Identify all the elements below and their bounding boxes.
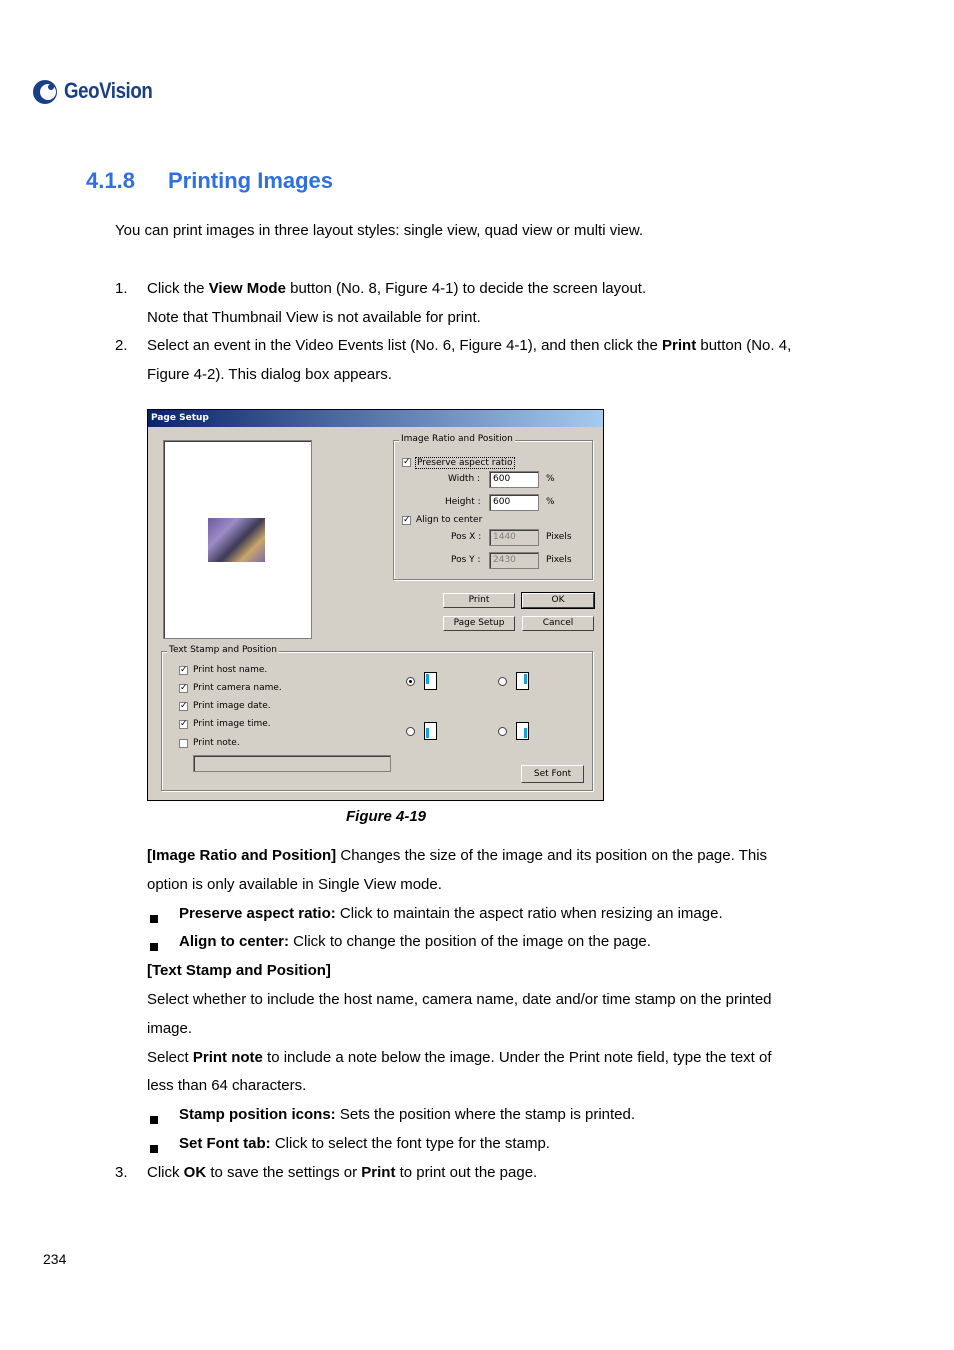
cancel-button[interactable]: Cancel: [522, 616, 594, 631]
bullet-square-icon: [150, 938, 158, 956]
image-date-checkbox[interactable]: ✓: [180, 701, 188, 711]
align-center-label: Align to center: [416, 515, 483, 525]
width-input[interactable]: 600: [489, 471, 539, 488]
preserve-aspect-checkbox[interactable]: ✓: [403, 457, 411, 467]
bullet-square-icon: [150, 1111, 158, 1129]
ok-button[interactable]: OK: [522, 593, 594, 608]
stamp-position-bottom-right-radio[interactable]: [498, 727, 507, 736]
page-setup-dialog: [147, 409, 604, 801]
dialog-title: Page Setup: [148, 410, 603, 427]
align-center-checkbox[interactable]: ✓: [403, 515, 411, 525]
image-ratio-description-line2: option is only available in Single View mode.: [147, 876, 442, 893]
stamp-position-bottom-left-radio[interactable]: [406, 727, 415, 736]
stamp-position-top-right-radio[interactable]: [498, 677, 507, 686]
stamp-bottom-right-icon[interactable]: [516, 722, 529, 740]
align-center-description: Align to center: Click to change the position of the image on the page.: [179, 933, 651, 950]
height-input[interactable]: 600: [489, 494, 539, 511]
posx-label: Pos X :: [451, 532, 482, 542]
text-stamp-description: Select whether to include the host name, camera name, date and/or time stamp on the printed: [147, 991, 772, 1008]
geovision-logo: [32, 74, 168, 108]
print-note-input[interactable]: [193, 755, 391, 772]
text-stamp-heading: [Text Stamp and Position]: [147, 962, 331, 979]
logo-mark-icon: [32, 76, 62, 106]
host-name-checkbox[interactable]: ✓: [180, 665, 188, 675]
posy-unit: Pixels: [546, 555, 572, 565]
image-date-label: Print image date.: [193, 701, 271, 711]
image-time-checkbox[interactable]: ✓: [180, 719, 188, 729]
image-ratio-group: [393, 434, 593, 580]
image-ratio-description: [Image Ratio and Position] Changes the size of the image and its position on the page. This: [147, 847, 768, 864]
host-name-label: Print host name.: [193, 665, 268, 675]
width-label: Width :: [448, 474, 481, 484]
camera-name-label: Print camera name.: [193, 683, 282, 693]
print-note-description-line2: less than 64 characters.: [147, 1077, 307, 1094]
print-button[interactable]: Print: [443, 593, 515, 608]
bullet-square-icon: [150, 1140, 158, 1158]
height-unit: %: [546, 497, 555, 507]
text-stamp-group: [161, 645, 593, 791]
posx-unit: Pixels: [546, 532, 572, 542]
section-title: Printing Images: [168, 168, 334, 193]
step-2-number: 2.: [115, 337, 128, 354]
section-number: 4.1.8: [86, 168, 135, 193]
stamp-bottom-left-icon[interactable]: [424, 722, 437, 740]
print-note-description: Select Print note to include a note below the image. Under the Print note field, type the text of: [147, 1049, 772, 1066]
preview-image-thumbnail: [208, 518, 265, 562]
image-ratio-group-label: Image Ratio and Position: [401, 434, 513, 444]
logo-text: GeoVision: [64, 78, 153, 103]
step-3-text: Click OK to save the settings or Print to print out the page.: [147, 1164, 538, 1181]
step-3-number: 3.: [115, 1164, 128, 1181]
camera-name-checkbox[interactable]: ✓: [180, 683, 188, 693]
posy-input[interactable]: 2430: [489, 552, 539, 569]
image-time-label: Print image time.: [193, 719, 271, 729]
stamp-position-description: Stamp position icons: Sets the position where the stamp is printed.: [179, 1106, 636, 1123]
intro-text: You can print images in three layout styles: single view, quad view or multi view.: [115, 222, 644, 239]
height-label: Height :: [445, 497, 481, 507]
print-note-checkbox[interactable]: [179, 739, 188, 748]
step-2-line2: Figure 4-2). This dialog box appears.: [147, 366, 392, 383]
step-1-note: Note that Thumbnail View is not available for print.: [147, 309, 481, 326]
page-number: 234: [43, 1251, 67, 1267]
print-note-label: Print note.: [193, 738, 240, 748]
set-font-description: Set Font tab: Click to select the font type for the stamp.: [179, 1135, 550, 1152]
step-1-number: 1.: [115, 280, 128, 297]
text-stamp-group-label: Text Stamp and Position: [169, 645, 277, 655]
step-2-text: Select an event in the Video Events list (No. 6, Figure 4-1), and then click the Print button (No. 4,: [147, 337, 792, 354]
print-preview: [163, 440, 312, 639]
posx-input[interactable]: 1440: [489, 529, 539, 546]
stamp-top-left-icon[interactable]: [424, 672, 437, 690]
posy-label: Pos Y :: [451, 555, 481, 565]
width-unit: %: [546, 474, 555, 484]
stamp-top-right-icon[interactable]: [516, 672, 529, 690]
bullet-square-icon: [150, 910, 158, 928]
figure-caption: Figure 4-19: [346, 808, 427, 825]
section-heading: [86, 168, 333, 194]
page-setup-button[interactable]: Page Setup: [443, 616, 515, 631]
preserve-aspect-description: Preserve aspect ratio: Click to maintain the aspect ratio when resizing an image.: [179, 905, 723, 922]
stamp-position-top-left-radio[interactable]: [406, 677, 415, 686]
preserve-aspect-label: Preserve aspect ratio: [417, 458, 513, 468]
set-font-button[interactable]: Set Font: [521, 765, 584, 783]
text-stamp-description-line2: image.: [147, 1020, 193, 1037]
step-1-text: Click the View Mode button (No. 8, Figure 4-1) to decide the screen layout.: [147, 280, 647, 297]
